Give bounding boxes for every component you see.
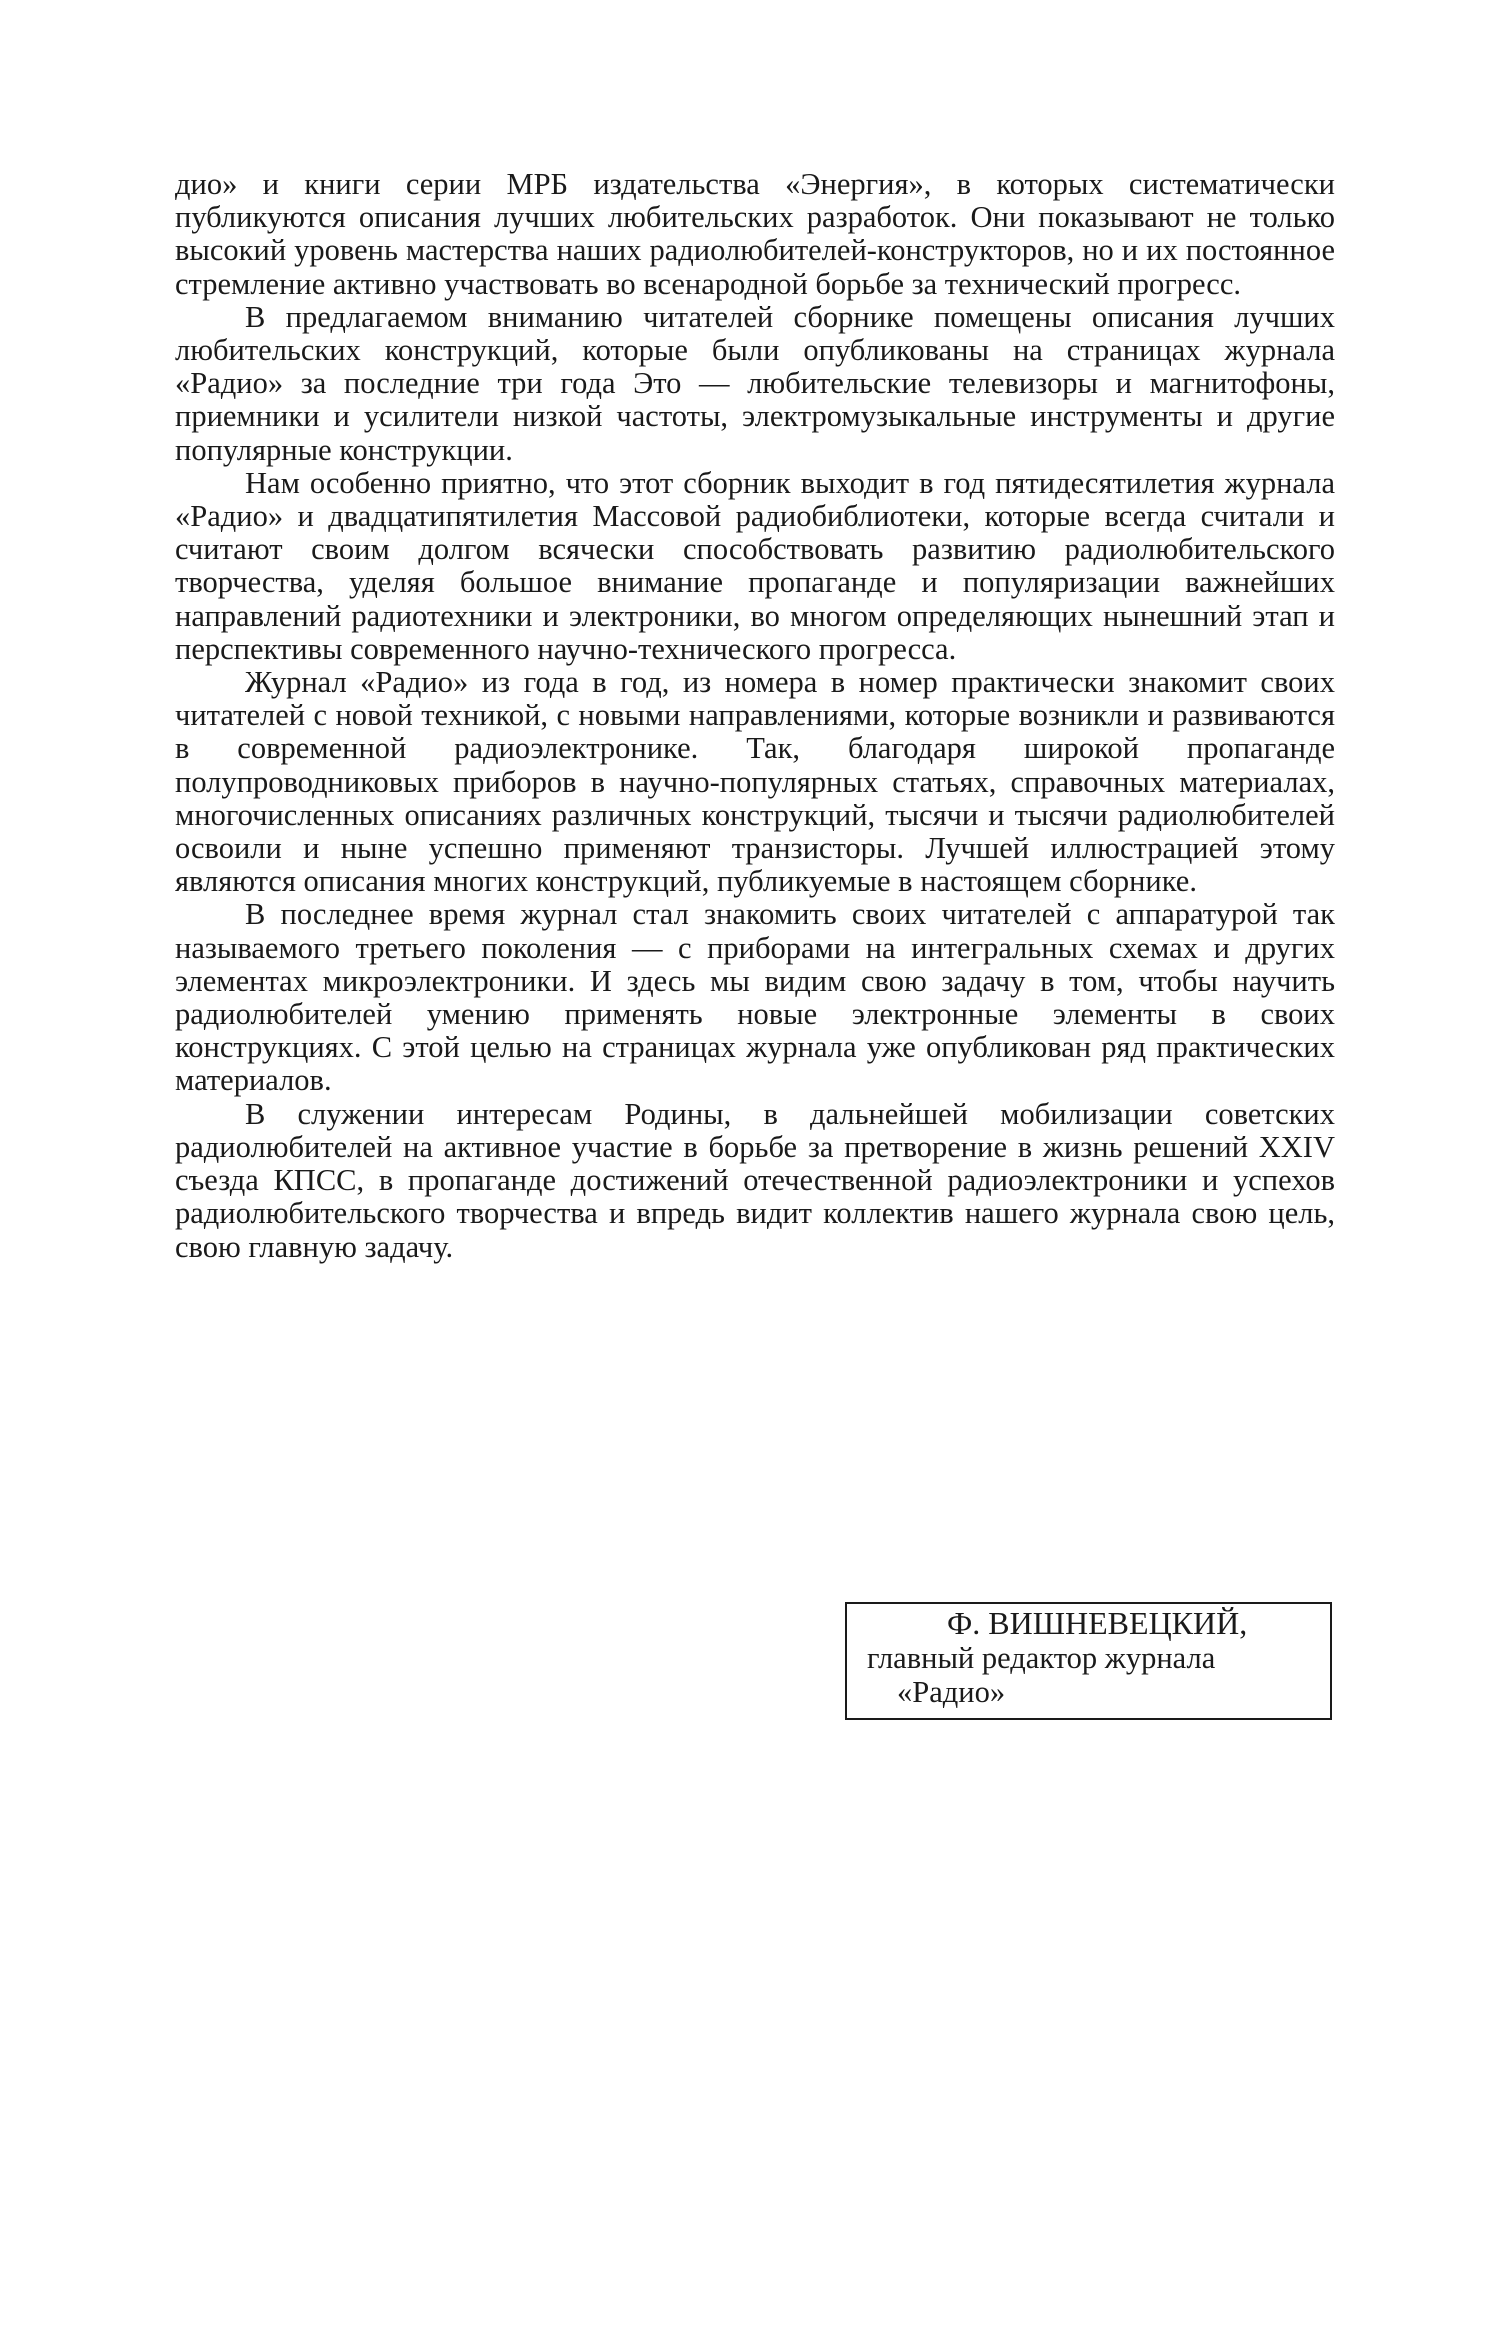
paragraph-6: В служении интересам Родины, в дальнейшей мобилизации советских радиолюбителей на активное участие в борьбе за претворение в жизнь решений XXIV съезда КПСС, в пропаганде достижений отечественной радиоэлектроники и успехов радиолюбительского творчества и впредь видит коллектив нашего журнала свою цель, свою главную задачу. xyxy=(175,1096,1335,1264)
paragraph-3: Нам особенно приятно, что этот сборник выходит в год пятидесятилетия журнала «Радио» и двадцатипятилетия Массовой радиобиблиотеки, которые всегда считали и считают своим долгом всячески способствовать развитию радиолюбительского творчества, уделяя большое внимание пропаганде и популяризации важнейших направлений радиотехники и электроники, во многом определяющих нынешний этап и перспективы современного научно-технического прогресса. xyxy=(175,465,1335,666)
signature-journal: «Радио» xyxy=(897,1675,1006,1709)
paragraph-4: Журнал «Радио» из года в год, из номера в номер практически знакомит своих читателей с новой техникой, с новыми направлениями, которые возникли и развиваются в современной радиоэлектронике. Так, благодаря широкой пропаганде полупроводниковых приборов в научно-популярных статьях, справочных материалах, многочисленных описаниях различных конструкций, тысячи и тысячи радиолюбителей освоили и ныне успешно применяют транзисторы. Лучшей иллюстрацией этому являются описания многих конструкций, публикуемые в настоящем сборнике. xyxy=(175,665,1335,899)
paragraph-5: В последнее время журнал стал знакомить своих читателей с аппаратурой так называемого третьего поколения — с приборами на интегральных схемах и других элементах микроэлектроники. И здесь мы видим свою задачу в том, чтобы научить радиолюбителей умению применять новые электронные элементы в своих конструкциях. С этой целью на страницах журнала уже опубликован ряд практических материалов. xyxy=(175,897,1335,1098)
body-text xyxy=(175,168,1335,1264)
paragraph-1: дио» и книги серии МРБ издательства «Энергия», в которых систематически публикуются описания лучших любительских разработок. Они показывают не только высокий уровень мастерства наших радиолюбителей-конструкторов, но и их постоянное стремление активно участвовать во всенародной борьбе за технический прогресс. xyxy=(175,167,1335,301)
signature-title: главный редактор журнала xyxy=(867,1641,1216,1675)
signature-name: Ф. ВИШНЕВЕЦКИЙ, xyxy=(947,1605,1248,1641)
signature-block xyxy=(845,1602,1332,1720)
paragraph-2: В предлагаемом вниманию читателей сборнике помещены описания лучших любительских конструкций, которые были опубликованы на страницах журнала «Радио» за последние три года Это — любительские телевизоры и магнитофоны, приемники и усилители низкой частоты, электромузыкальные инструменты и другие популярные конструкции. xyxy=(175,299,1335,467)
